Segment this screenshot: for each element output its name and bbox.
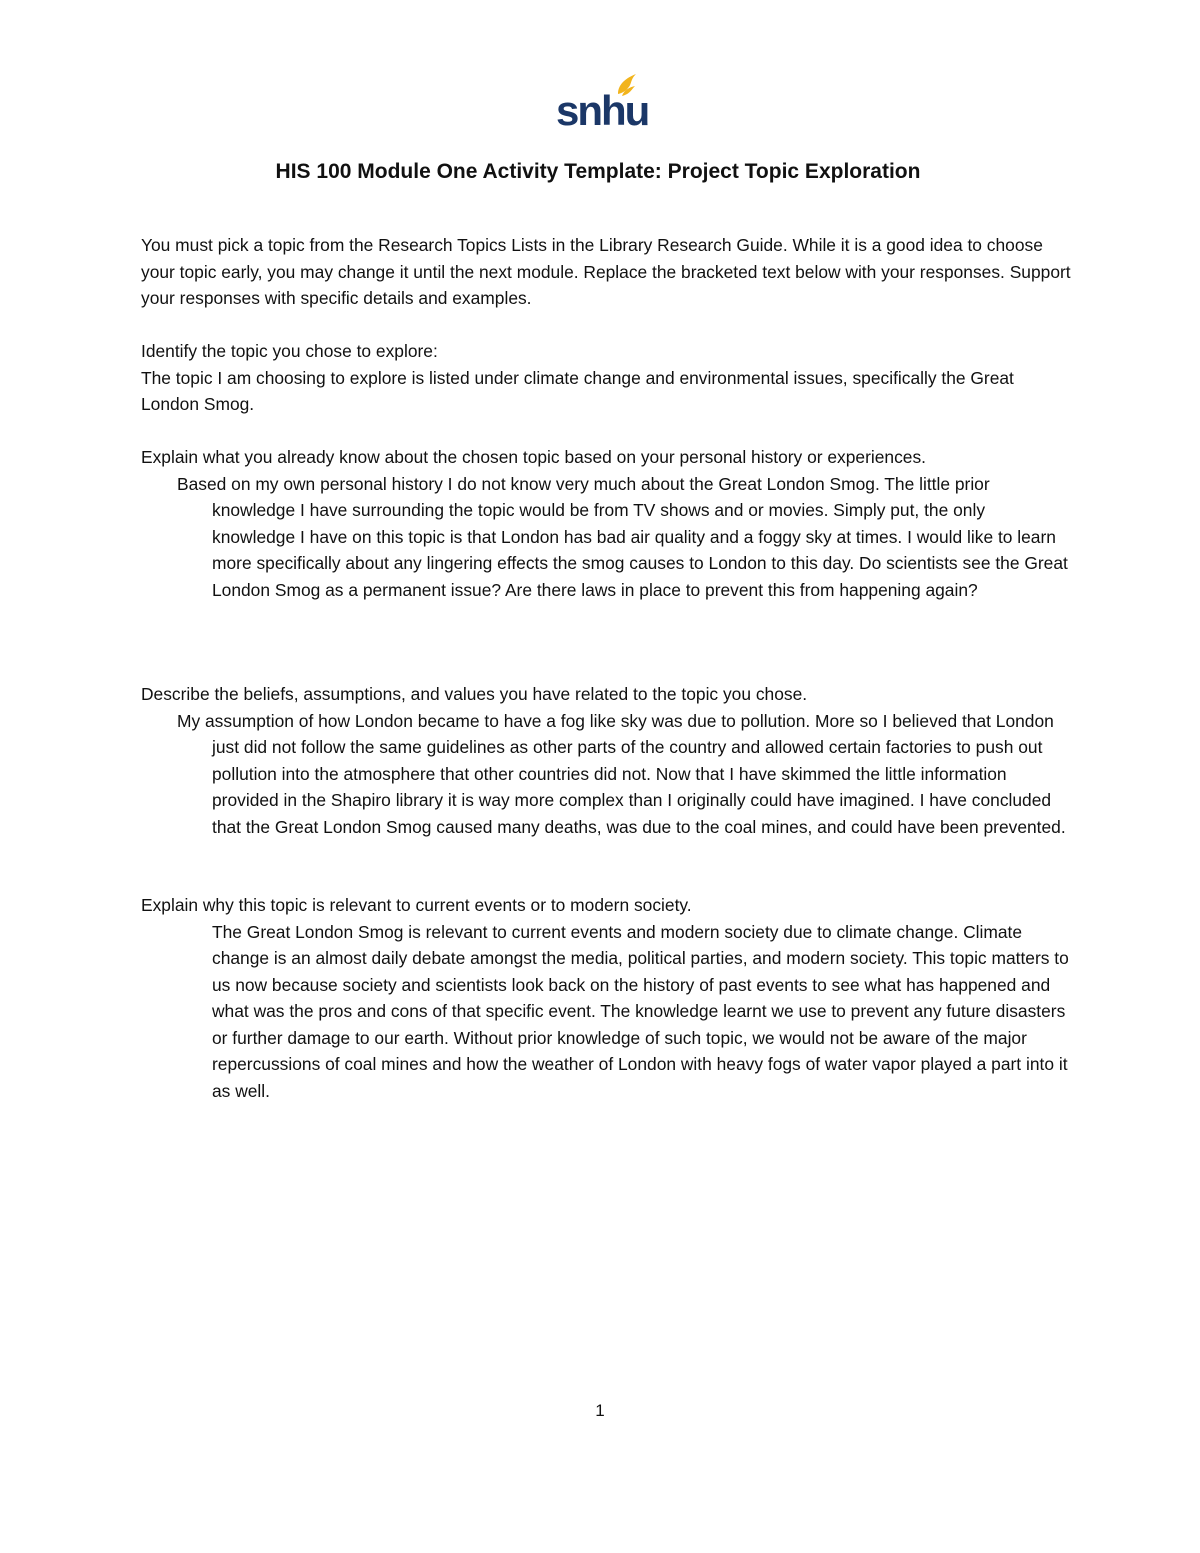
section-topic <box>141 338 1071 418</box>
intro-paragraph: You must pick a topic from the Research Topics Lists in the Library Research Guide. While it is a good idea to choose your topic early, you may change it until the next module. Replace the bracketed text below with your responses. Support your responses with specific details and examples. <box>141 235 1071 308</box>
section-relevance <box>141 892 1071 1104</box>
intro-section <box>141 232 1071 312</box>
section-prompt: Identify the topic you chose to explore: <box>141 341 438 361</box>
document-title: HIS 100 Module One Activity Template: Project Topic Exploration <box>275 160 921 183</box>
page-number: 1 <box>595 1401 605 1420</box>
section-beliefs <box>141 681 1071 840</box>
logo-wordmark: snhu <box>556 87 649 134</box>
section-response: The topic I am choosing to explore is listed under climate change and environmental issues, specifically the Great London Smog. <box>141 367 1014 414</box>
section-prompt: Explain why this topic is relevant to current events or to modern society. <box>141 895 692 915</box>
snhu-logo <box>556 72 649 134</box>
section-prompt: Describe the beliefs, assumptions, and values you have related to the topic you chose. <box>141 684 808 704</box>
section-response: Based on my own personal history I do not know very much about the Great London Smog. The little prior knowledge I have surrounding the topic would be from TV shows and or movies. Simply put, the only knowledge I have on this topic is that London has bad air quality and a foggy sky at times. I would like to learn more specifically about any lingering effects the smog causes to London to this day. Do scientists see the Great London Smog as a permanent issue? Are there laws in place to prevent this from happening again? <box>177 473 1068 600</box>
section-response: My assumption of how London became to have a fog like sky was due to pollution. More so I believed that London just did not follow the same guidelines as other parts of the country and allowed certain factories to push out pollution into the atmosphere that other countries did not. Now that I have skimmed the little information provided in the Shapiro library it is way more complex than I originally could have imagined. I have concluded that the Great London Smog caused many deaths, was due to the coal mines, and could have been prevented. <box>177 710 1066 837</box>
section-response: The Great London Smog is relevant to current events and modern society due to climate change. Climate change is an almost daily debate amongst the media, political parties, and modern society. This topic matters to us now because society and scientists look back on the history of past events to see what has happened and what was the pros and cons of that specific event. The knowledge learnt we use to prevent any future disasters or further damage to our earth. Without prior knowledge of such topic, we would not be aware of the major repercussions of coal mines and how the weather of London with heavy fogs of water vapor played a part into it as well. <box>212 921 1069 1101</box>
section-prior-knowledge <box>141 444 1071 603</box>
section-prompt: Explain what you already know about the chosen topic based on your personal history or experiences. <box>141 447 926 467</box>
